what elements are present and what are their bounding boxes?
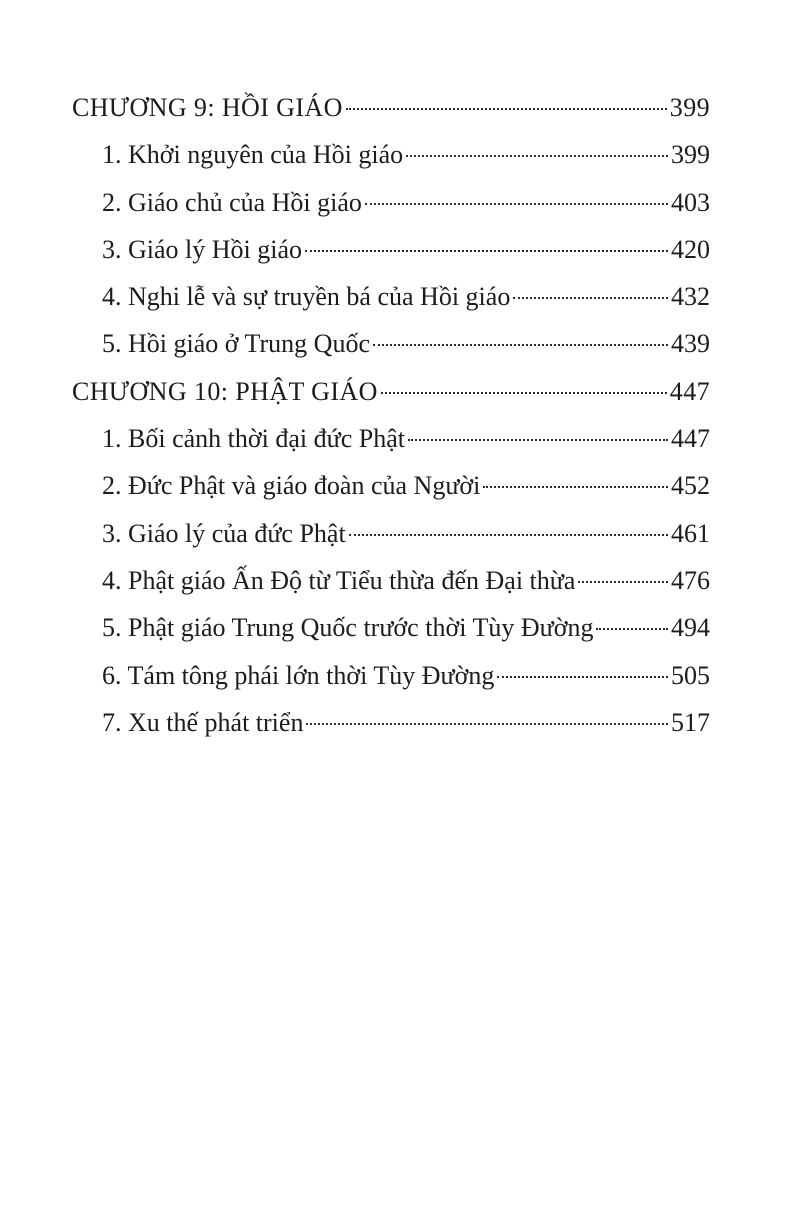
dot-leader [365, 203, 668, 205]
toc-section-10-4 [72, 557, 710, 604]
toc-entry-page: 505 [671, 660, 710, 690]
toc-entry-title: CHƯƠNG 9: HỒI GIÁO [72, 93, 343, 122]
dot-leader [381, 392, 667, 394]
toc-entry-page: 452 [671, 471, 710, 501]
dot-leader [596, 628, 668, 630]
dot-leader [306, 723, 668, 725]
toc-entry-page: 403 [671, 187, 710, 217]
dot-leader [406, 155, 668, 157]
toc-section-10-2 [72, 462, 710, 509]
toc-section-10-5 [72, 604, 710, 651]
table-of-contents [72, 84, 710, 746]
toc-section-9-3 [72, 226, 710, 273]
dot-leader [373, 344, 668, 346]
toc-entry-title: 7. Xu thế phát triển [102, 707, 304, 737]
toc-entry-page: 399 [671, 140, 710, 170]
toc-entry-page: 517 [671, 707, 710, 737]
toc-entry-title: 1. Bối cảnh thời đại đức Phật [102, 424, 405, 454]
toc-entry-page: 399 [669, 93, 710, 122]
toc-chapter-10 [72, 368, 710, 415]
toc-entry-page: 494 [671, 613, 710, 643]
toc-section-10-7 [72, 699, 710, 746]
toc-entry-page: 447 [669, 376, 710, 406]
toc-section-9-1 [72, 131, 710, 178]
toc-section-10-1 [72, 415, 710, 462]
toc-entry-page: 447 [671, 424, 710, 454]
dot-leader [483, 486, 668, 488]
toc-section-9-5 [72, 320, 710, 367]
toc-entry-page: 420 [671, 234, 710, 264]
toc-section-9-2 [72, 179, 710, 226]
toc-entry-title: 4. Phật giáo Ấn Độ từ Tiểu thừa đến Đại thừa [102, 565, 576, 595]
toc-section-10-6 [72, 652, 710, 699]
toc-entry-page: 439 [671, 329, 710, 359]
toc-entry-title: 2. Đức Phật và giáo đoàn của Người [102, 471, 481, 501]
dot-leader [497, 676, 668, 678]
toc-entry-title: 5. Hồi giáo ở Trung Quốc [102, 329, 370, 359]
toc-entry-page: 432 [671, 282, 710, 312]
dot-leader [305, 250, 668, 252]
toc-section-10-3 [72, 510, 710, 557]
toc-entry-page: 476 [671, 565, 710, 595]
dot-leader [513, 297, 668, 299]
toc-entry-title: CHƯƠNG 10: PHẬT GIÁO [72, 376, 378, 406]
toc-chapter-9 [72, 84, 710, 131]
toc-entry-title: 3. Giáo lý Hồi giáo [102, 234, 303, 264]
toc-entry-title: 3. Giáo lý của đức Phật [102, 518, 346, 548]
dot-leader [346, 108, 667, 110]
dot-leader [578, 581, 668, 583]
toc-entry-title: 1. Khởi nguyên của Hồi giáo [102, 140, 404, 170]
toc-entry-title: 2. Giáo chủ của Hồi giáo [102, 187, 362, 217]
dot-leader [408, 439, 668, 441]
toc-entry-page: 461 [671, 518, 710, 548]
toc-entry-title: 5. Phật giáo Trung Quốc trước thời Tùy Đường [102, 613, 594, 643]
toc-entry-title: 4. Nghi lễ và sự truyền bá của Hồi giáo [102, 282, 511, 312]
dot-leader [349, 534, 668, 536]
toc-entry-title: 6. Tám tông phái lớn thời Tùy Đường [102, 660, 495, 690]
toc-section-9-4 [72, 273, 710, 320]
